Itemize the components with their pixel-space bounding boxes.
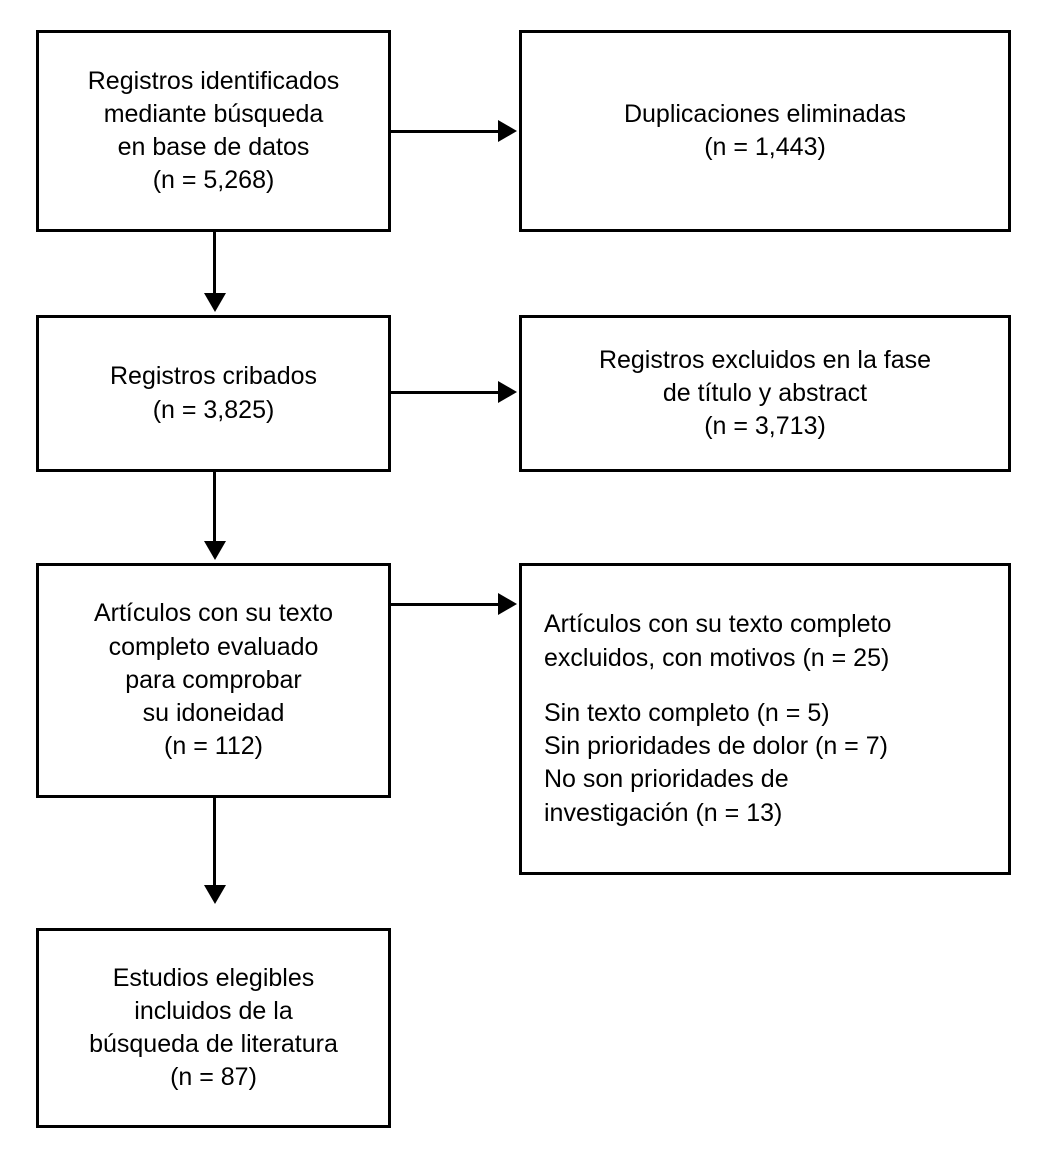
box-studies-included-line-1: Estudios elegibles (112, 963, 315, 992)
box-records-identified-count: (n = 5,268) (152, 166, 275, 195)
connector-fulltext-to-excluded (391, 603, 498, 606)
box-studies-included-count: (n = 87) (170, 1063, 257, 1092)
box-studies-included-line-3: búsqueda de literatura (89, 1030, 338, 1058)
arrowhead-identified-to-duplicates (498, 120, 517, 142)
arrowhead-fulltext-to-included (204, 885, 226, 904)
box-records-identified (36, 30, 391, 232)
arrowhead-screened-to-fulltext (204, 541, 226, 560)
box-fulltext-excluded-reason-1: Sin texto completo (n = 5) (544, 698, 830, 727)
box-fulltext-assessed-line-3: para comprobar (125, 665, 302, 694)
box-fulltext-excluded-header-2: excluidos, con motivos (n = 25) (544, 643, 890, 672)
box-studies-included (36, 928, 391, 1128)
box-fulltext-assessed-line-2: completo evaluado (108, 632, 319, 661)
arrowhead-screened-to-excluded (498, 381, 517, 403)
box-records-screened-count: (n = 3,825) (152, 395, 275, 424)
box-fulltext-assessed (36, 563, 391, 798)
box-fulltext-excluded-reason-2: Sin prioridades de dolor (n = 7) (544, 732, 888, 760)
box-duplicates-removed (519, 30, 1011, 232)
box-duplicates-removed-line-1: Duplicaciones eliminadas (623, 99, 907, 128)
arrowhead-identified-to-screened (204, 293, 226, 312)
box-fulltext-excluded-reason-3: No son prioridades de (544, 765, 789, 794)
box-fulltext-excluded-header-1: Artículos con su texto completo (544, 610, 892, 639)
connector-identified-to-duplicates (391, 130, 498, 133)
box-records-screened (36, 315, 391, 472)
box-records-identified-line-1: Registros identificados (87, 66, 340, 95)
box-duplicates-removed-count: (n = 1,443) (704, 133, 826, 161)
box-records-identified-line-3: en base de datos (117, 133, 310, 161)
box-fulltext-excluded-reason-4: investigación (n = 13) (544, 798, 783, 827)
box-records-identified-line-2: mediante búsqueda (103, 99, 324, 128)
box-records-excluded-title-abstract (519, 315, 1011, 472)
box-records-excluded-count: (n = 3,713) (704, 412, 826, 441)
box-records-excluded-line-1: Registros excluidos en la fase (598, 345, 932, 374)
connector-screened-to-fulltext (213, 472, 216, 541)
box-fulltext-assessed-line-4: su idoneidad (142, 699, 285, 728)
box-records-excluded-line-2: de título y abstract (662, 378, 868, 407)
box-records-screened-line-1: Registros cribados (109, 362, 318, 391)
connector-fulltext-to-included (213, 798, 216, 885)
box-studies-included-line-2: incluidos de la (134, 996, 293, 1025)
box-fulltext-excluded (519, 563, 1011, 875)
arrowhead-fulltext-to-excluded (498, 593, 517, 615)
box-fulltext-assessed-count: (n = 112) (164, 732, 263, 761)
connector-screened-to-excluded (391, 391, 498, 394)
box-fulltext-assessed-line-1: Artículos con su texto (93, 599, 333, 628)
connector-identified-to-screened (213, 232, 216, 293)
